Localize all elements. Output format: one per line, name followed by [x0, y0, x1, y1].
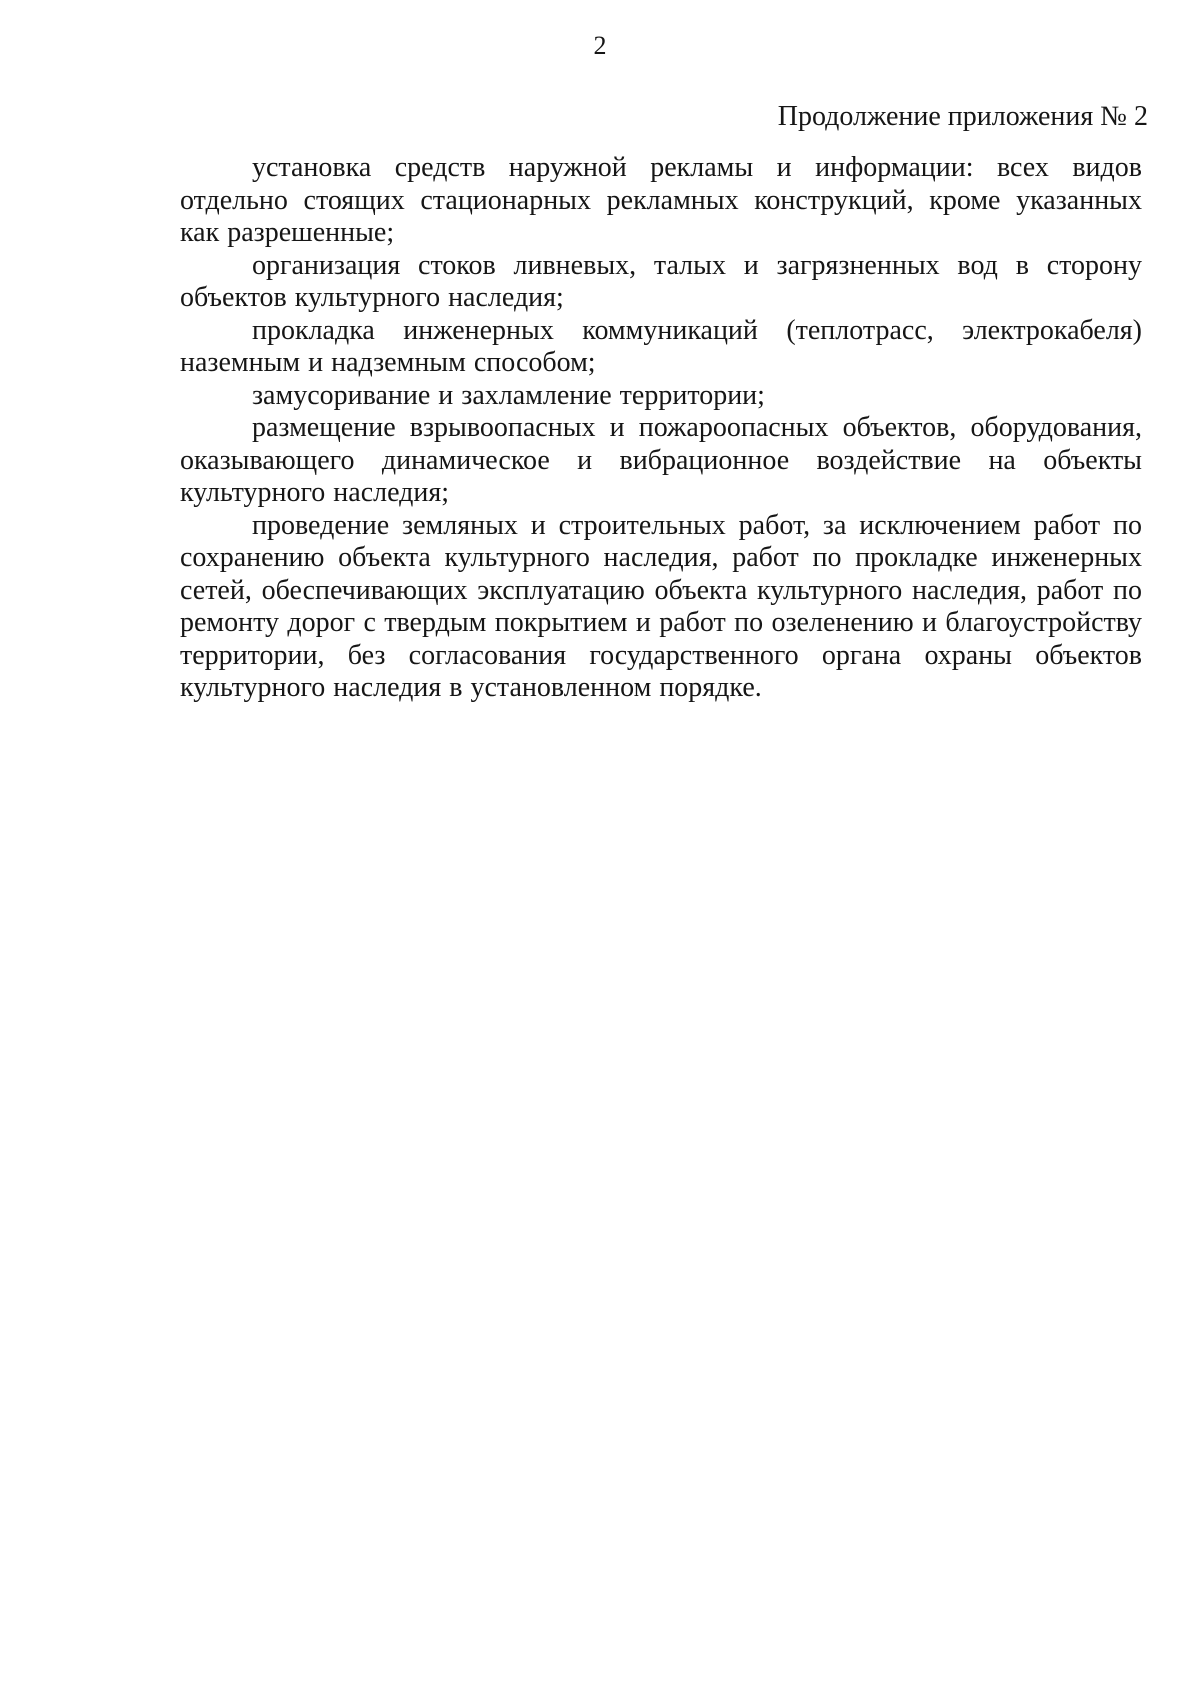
paragraph-hazardous-objects: размещение взрывоопасных и пожароопасных объектов, оборудования, оказывающего динамическое и вибрационное воздействие на объекты культурного наследия; — [180, 412, 1142, 508]
page-number: 2 — [593, 31, 607, 60]
appendix-header: Продолжение приложения № 2 — [777, 101, 1148, 132]
paragraph-utilities: прокладка инженерных коммуникаций (теплотрасс, электрокабеля) наземным и надземным способом; — [180, 314, 1142, 378]
document-body — [180, 152, 1142, 705]
paragraph-construction-works: проведение земляных и строительных работ, за исключением работ по сохранению объекта культурного наследия, работ по прокладке инженерных сетей, обеспечивающих эксплуатацию объекта культурного наследия, работ по ремонту дорог с твердым покрытием и работ по озеленению и благоустройству территории, без согласования государственного органа охраны объектов культурного наследия в установленном порядке. — [180, 509, 1142, 703]
paragraph-water-drainage: организация стоков ливневых, талых и загрязненных вод в сторону объектов культурного наследия; — [180, 249, 1142, 313]
paragraph-advertising: установка средств наружной рекламы и информации: всех видов отдельно стоящих стационарных рекламных конструкций, кроме указанных как разрешенные; — [180, 152, 1142, 248]
paragraph-littering: замусоривание и захламление территории; — [252, 379, 765, 411]
